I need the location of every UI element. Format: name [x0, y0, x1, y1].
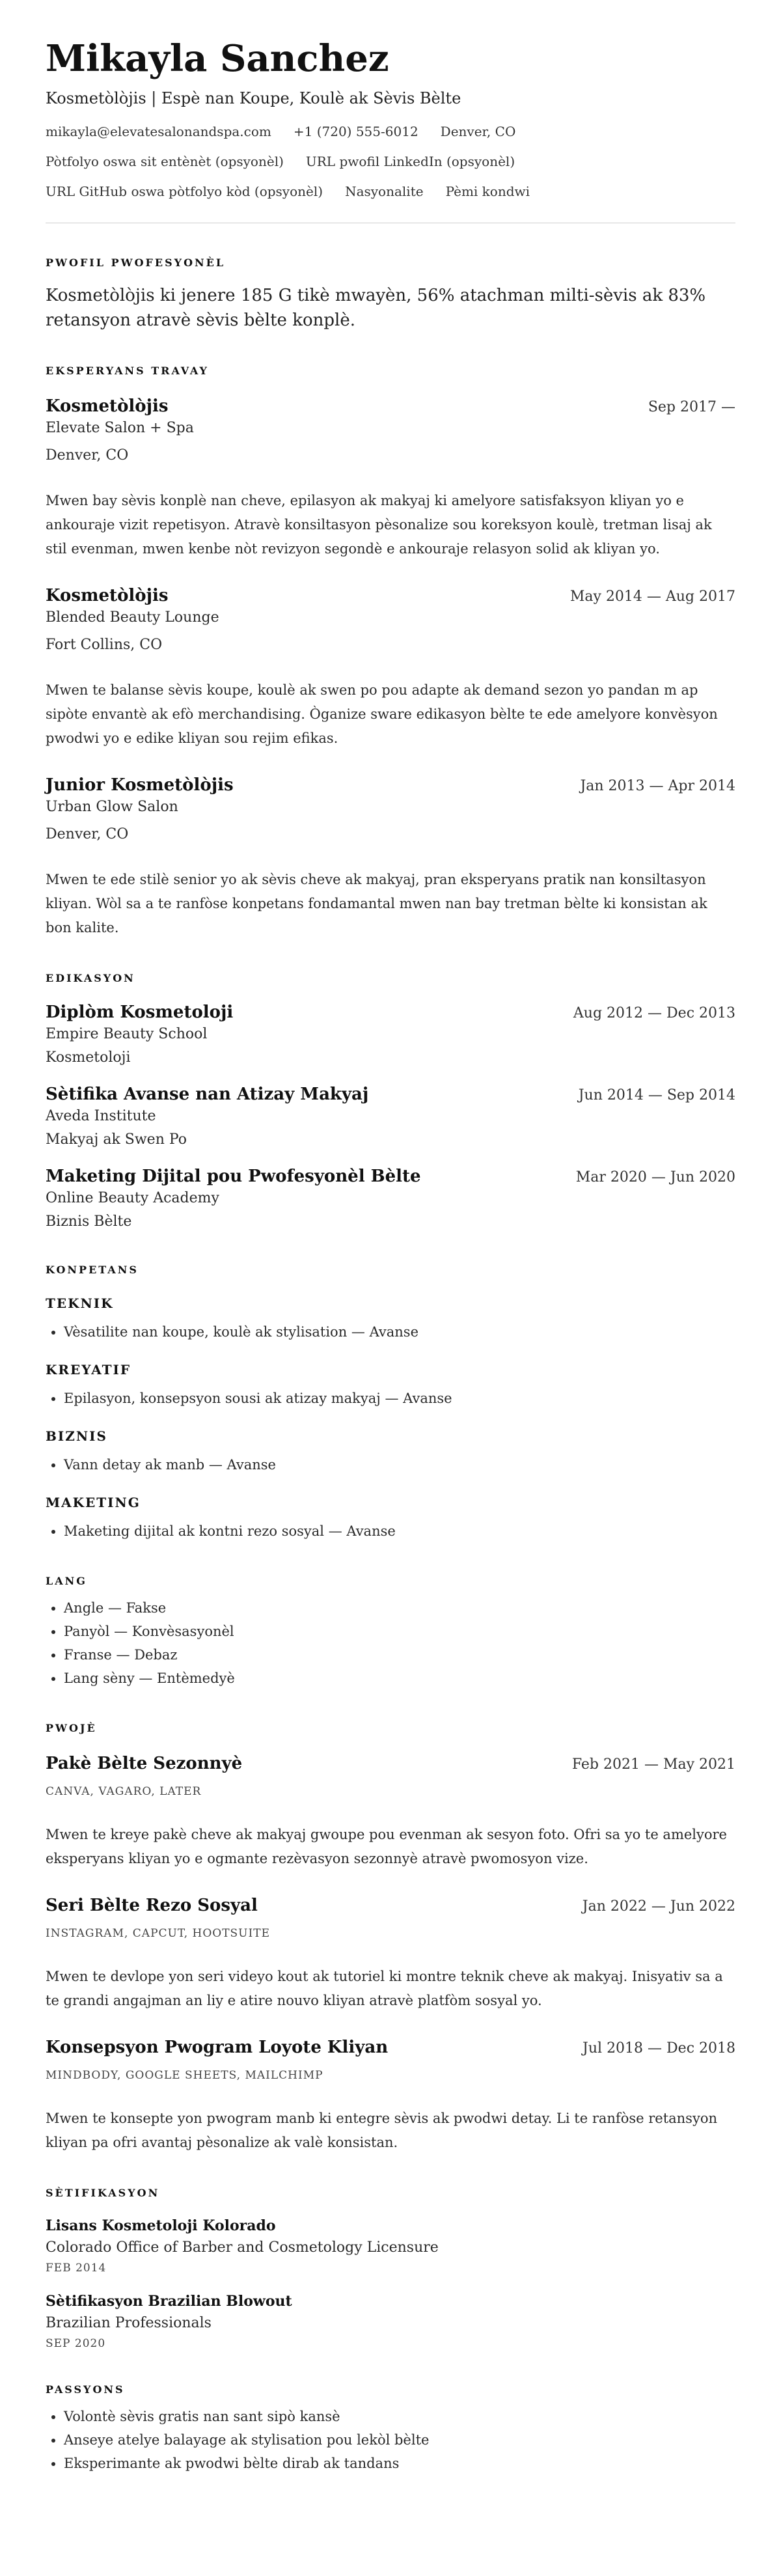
experience-entry	[46, 774, 735, 940]
job-location: Denver, CO	[46, 826, 129, 842]
language-list	[46, 1596, 735, 1690]
job-company: Elevate Salon + Spa	[46, 420, 194, 436]
project-name: Konsepsyon Pwogram Loyote Kliyan	[46, 2038, 389, 2057]
job-description: Mwen te balanse sèvis koupe, koulè ak swen po pou adapte ak demand sezon yo pandan m ap sipòte envantè ak efò merchandising. Òganize sware edikasyon bèlte te ede amelyore konvèsyon pwodwi yo e edike kliyan sou rejim efikas.	[46, 682, 718, 746]
certification-issuer: Brazilian Professionals	[46, 2315, 212, 2331]
headline: Kosmetòlòjis | Espè nan Koupe, Koulè ak Sèvis Bèlte	[46, 89, 461, 107]
school-name: Empire Beauty School	[46, 1026, 208, 1042]
contact-github[interactable]: URL GitHub oswa pòtfolyo kòd (opsyonèl)	[46, 184, 323, 199]
section-title-skills: KONPETANS	[46, 1264, 139, 1276]
skill-category: KREYATIF	[46, 1362, 131, 1378]
job-title: Junior Kosmetòlòjis	[46, 775, 234, 795]
project-description: Mwen te devlope yon seri videyo kout ak tutoriel ki montre teknik cheve ak makyaj. Inisyativ sa a te grandi angajman an liy e atire nouvo kliyan atravè platfòm sosyal yo.	[46, 1969, 723, 2008]
language-item: • Lang sèny — Entèmedyè	[64, 1667, 735, 1690]
project-tools: INSTAGRAM, CAPCUT, HOOTSUITE	[46, 1927, 270, 1940]
project-tools: MINDBODY, GOOGLE SHEETS, MAILCHIMP	[46, 2069, 323, 2082]
contact-work-permit: Pèmi kondwi	[445, 184, 530, 199]
contact-location: Denver, CO	[440, 124, 516, 139]
education-entry	[46, 1083, 735, 1150]
language-item: • Angle — Fakse	[64, 1596, 735, 1620]
certification-date: SEP 2020	[46, 2337, 106, 2350]
project-entry	[46, 1752, 735, 1871]
contact-row-1	[46, 122, 735, 141]
project-entry	[46, 2036, 735, 2155]
interests-section	[46, 2383, 735, 2475]
summary-section	[46, 256, 735, 333]
section-title-languages: LANG	[46, 1575, 87, 1587]
job-title: Kosmetòlòjis	[46, 396, 169, 416]
projects-section	[46, 1721, 735, 2155]
study-field: Kosmetoloji	[46, 1049, 131, 1066]
education-entry	[46, 1165, 735, 1232]
skill-item: • Maketing dijital ak kontni rezo sosyal — Avanse	[64, 1519, 735, 1543]
project-entry	[46, 1894, 735, 2013]
project-name: Seri Bèlte Rezo Sosyal	[46, 1896, 258, 1915]
language-item: • Panyòl — Konvèsasyonèl	[64, 1620, 735, 1643]
job-company: Blended Beauty Lounge	[46, 609, 219, 626]
section-title-certifications: SÈTIFIKASYON	[46, 2187, 160, 2199]
skill-item: • Epilasyon, konsepsyon sousi ak atizay makyaj — Avanse	[64, 1387, 735, 1410]
certifications-section	[46, 2186, 735, 2351]
contact-portfolio[interactable]: Pòtfolyo oswa sit entènèt (opsyonèl)	[46, 154, 284, 169]
summary-text: Kosmetòlòjis ki jenere 185 G tikè mwayèn, 56% atachman milti-sèvis ak 83% retansyon atravè sèvis bèlte konplè.	[46, 286, 706, 330]
skills-section	[46, 1263, 735, 1543]
contact-row-3	[46, 182, 735, 201]
job-dates: Jan 2013 — Apr 2014	[580, 778, 735, 794]
candidate-name: Mikayla Sanchez	[46, 37, 389, 80]
job-description: Mwen te ede stilè senior yo ak sèvis cheve ak makyaj, pran eksperyans pratik nan konsiltasyon kliyan. Wòl sa a te ranfòse konpetans fondamantal mwen nan bay tretman bèlte ki konsistan ak bon kalite.	[46, 872, 707, 935]
section-title-summary: PWOFIL PWOFESYONÈL	[46, 256, 226, 269]
education-section	[46, 971, 735, 1232]
education-entry	[46, 1001, 735, 1068]
project-name: Pakè Bèlte Sezonnyè	[46, 1754, 243, 1773]
degree-dates: Aug 2012 — Dec 2013	[573, 1005, 735, 1021]
skill-category: BIZNIS	[46, 1428, 107, 1444]
interest-item: • Eksperimante ak pwodwi bèlte dirab ak tandans	[64, 2452, 735, 2475]
project-dates: Feb 2021 — May 2021	[571, 1756, 735, 1773]
experience-entry	[46, 585, 735, 751]
skill-item: • Vèsatilite nan koupe, koulè ak stylisation — Avanse	[64, 1320, 735, 1344]
skill-item: • Vann detay ak manb — Avanse	[64, 1453, 735, 1476]
project-description: Mwen te konsepte yon pwogram manb ki entegre sèvis ak pwodwi detay. Li te ranfòse retansyon kliyan pa ofri avantaj pèsonalize ak valè konsistan.	[46, 2111, 717, 2150]
project-tools: CANVA, VAGARO, LATER	[46, 1785, 202, 1798]
job-company: Urban Glow Salon	[46, 799, 178, 815]
project-dates: Jul 2018 — Dec 2018	[582, 2040, 735, 2057]
project-description: Mwen te kreye pakè cheve ak makyaj gwoupe pou evenman ak sesyon foto. Ofri sa yo te amelyore eksperyans kliyan yo e ogmante rezèvasyon sezonnyè atravè pwomosyon vize.	[46, 1827, 727, 1866]
degree-title: Diplòm Kosmetoloji	[46, 1003, 234, 1022]
skill-list	[46, 1519, 735, 1543]
language-item: • Franse — Debaz	[64, 1643, 735, 1667]
job-dates: May 2014 — Aug 2017	[569, 589, 735, 605]
contact-linkedin[interactable]: URL pwofil LinkedIn (opsyonèl)	[305, 154, 515, 169]
job-description: Mwen bay sèvis konplè nan cheve, epilasyon ak makyaj ki amelyore satisfaksyon kliyan yo e ankouraje vizit repetisyon. Atravè konsiltasyon pèsonalize sou koreksyon koulè, tretman lisaj ak stil evenman, mwen kenbe nòt revizyon segondè e ankouraje relasyon solid ak kliyan yo.	[46, 493, 712, 557]
contact-nationality: Nasyonalite	[345, 184, 424, 199]
certification-entry	[46, 2216, 735, 2276]
study-field: Biznis Bèlte	[46, 1213, 132, 1230]
study-field: Makyaj ak Swen Po	[46, 1131, 187, 1148]
skill-category: TEKNIK	[46, 1295, 114, 1311]
certification-issuer: Colorado Office of Barber and Cosmetology Licensure	[46, 2239, 439, 2256]
interest-list	[46, 2405, 735, 2475]
interest-item: • Anseye atelye balayage ak stylisation pou lekòl bèlte	[64, 2428, 735, 2452]
skill-list	[46, 1387, 735, 1410]
job-location: Denver, CO	[46, 447, 129, 464]
skill-list	[46, 1320, 735, 1344]
section-title-projects: PWOJÈ	[46, 1722, 97, 1734]
interest-item: • Volontè sèvis gratis nan sant sipò kansè	[64, 2405, 735, 2428]
job-dates: Sep 2017 —	[648, 399, 735, 415]
job-location: Fort Collins, CO	[46, 637, 163, 653]
degree-dates: Mar 2020 — Jun 2020	[575, 1169, 735, 1185]
contact-email[interactable]: mikayla@elevatesalonandspa.com	[46, 124, 271, 139]
section-title-interests: PASSYONS	[46, 2383, 125, 2396]
languages-section	[46, 1574, 735, 1690]
certification-name: Lisans Kosmetoloji Kolorado	[46, 2217, 276, 2234]
certification-date: FEB 2014	[46, 2262, 107, 2275]
project-dates: Jan 2022 — Jun 2022	[582, 1898, 735, 1915]
skill-list	[46, 1453, 735, 1476]
contact-row-2	[46, 152, 735, 171]
experience-section	[46, 364, 735, 940]
school-name: Aveda Institute	[46, 1108, 156, 1124]
section-title-experience: EKSPERYANS TRAVAY	[46, 365, 209, 377]
skill-category: MAKETING	[46, 1495, 141, 1510]
job-title: Kosmetòlòjis	[46, 586, 169, 605]
degree-title: Maketing Dijital pou Pwofesyonèl Bèlte	[46, 1167, 421, 1186]
degree-dates: Jun 2014 — Sep 2014	[578, 1087, 735, 1103]
experience-entry	[46, 395, 735, 561]
certification-entry	[46, 2292, 735, 2351]
contact-phone[interactable]: +1 (720) 555-6012	[293, 124, 418, 139]
degree-title: Sètifika Avanse nan Atizay Makyaj	[46, 1085, 369, 1104]
certification-name: Sètifikasyon Brazilian Blowout	[46, 2293, 292, 2310]
school-name: Online Beauty Academy	[46, 1190, 219, 1206]
section-title-education: EDIKASYON	[46, 972, 135, 984]
